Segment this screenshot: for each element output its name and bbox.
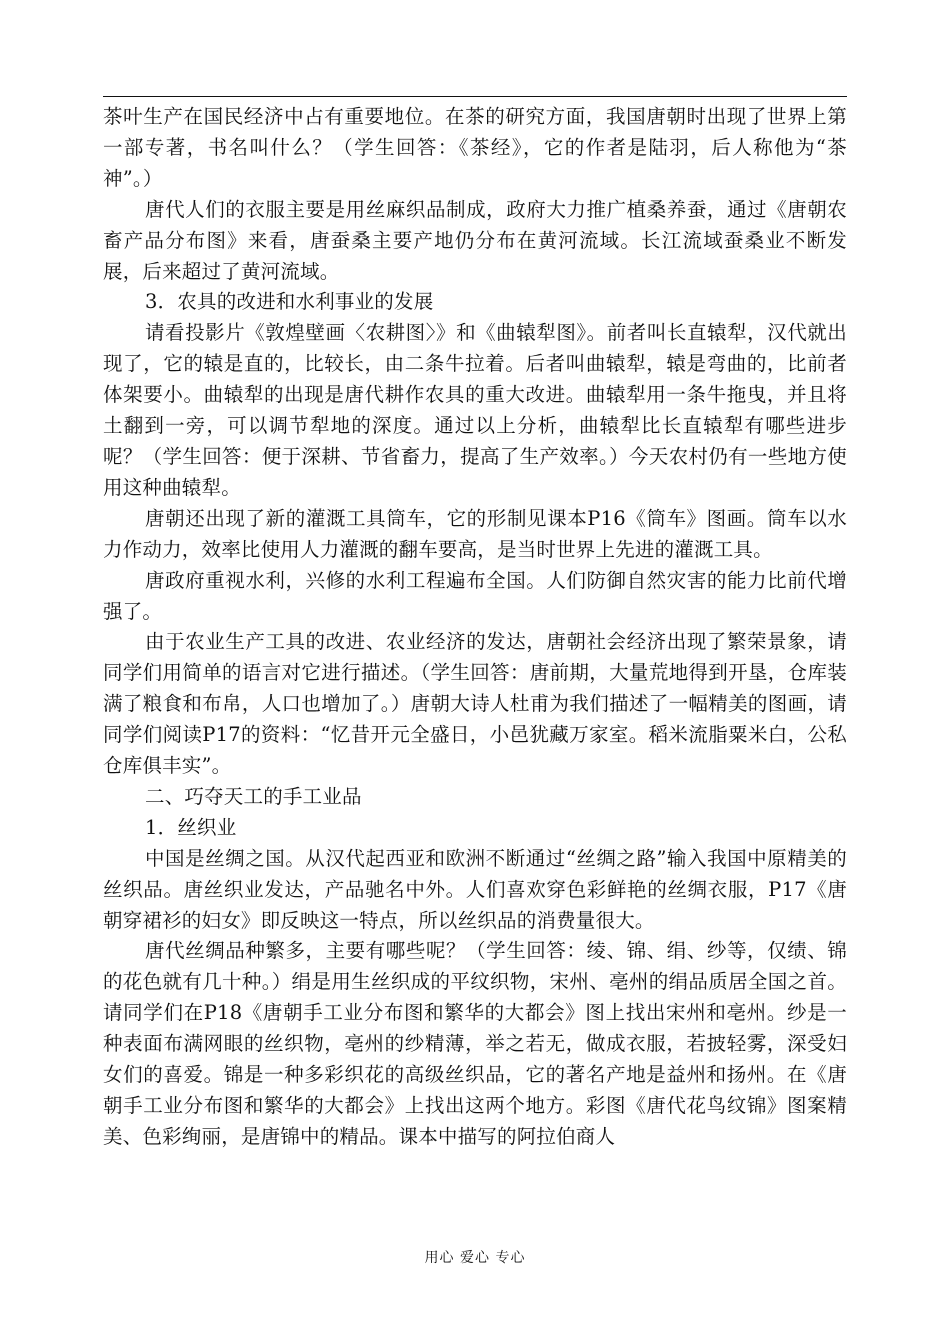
section-heading-farm-tools: 3．农具的改进和水利事业的发展 xyxy=(145,290,434,314)
paragraph-irrigation: 唐政府重视水利，兴修的水利工程遍布全国。人们防御自然灾害的能力比前代增强了。 xyxy=(103,568,847,623)
subsection-heading-silk: 1．丝织业 xyxy=(145,815,237,839)
header-rule xyxy=(103,96,847,97)
paragraph-water-wheel: 唐朝还出现了新的灌溉工具筒车，它的形制见课本P16《筒车》图画。筒车以水力作动力，效率比使用人力灌溉的翻车要高，是当时世界上先进的灌溉工具。 xyxy=(103,506,847,561)
paragraph-silk-varieties: 唐代丝绸品种繁多，主要有哪些呢？（学生回答：绫、锦、绢、纱等，仅绩、锦的花色就有几十种。）绢是用生丝织成的平纹织物，宋州、亳州的绢品质居全国之首。请同学们在P18《唐朝手工业分布图和繁华的大都会》图上找出宋州和亳州。纱是一种表面布满网眼的丝织物，亳州的纱精薄，举之若无，做成衣服，若披轻雾，深受妇女们的喜爱。锦是一种多彩织花的高级丝织品，它的著名产地是益州和扬州。在《唐朝手工业分布图和繁华的大都会》上找出这两个地方。彩图《唐代花鸟纹锦》图案精美、色彩绚丽，是唐锦中的精品。课本中描写的阿拉伯商人 xyxy=(103,939,847,1148)
paragraph-prosperity: 由于农业生产工具的改进、农业经济的发达，唐朝社会经济出现了繁荣景象，请同学们用简单的语言对它进行描述。（学生回答：唐前期，大量荒地得到开垦，仓库装满了粮食和布帛，人口也增加了。）唐朝大诗人杜甫为我们描述了一幅精美的图画，请同学们阅读P17的资料：“忆昔开元全盛日，小邑犹藏万家室。稻米流脂粟米白，公私仓库俱丰实”。 xyxy=(103,630,847,778)
section-heading-handicrafts: 二、巧夺天工的手工业品 xyxy=(145,784,362,808)
page-footer: 用心 爱心 专心 xyxy=(424,1250,526,1266)
paragraph-curved-plough: 请看投影片《敦煌壁画〈农耕图〉》和《曲辕犁图》。前者叫长直辕犁，汉代就出现了，它的辕是直的，比较长，由二条牛拉着。后者叫曲辕犁，辕是弯曲的，比前者体架要小。曲辕犁的出现是唐代耕作农具的重大改进。曲辕犁用一条牛拖曳，并且将土翻到一旁，可以调节犁地的深度。通过以上分析，曲辕犁比长直辕犁有哪些进步呢？（学生回答：便于深耕、节省畜力，提高了生产效率。）今天农村仍有一些地方使用这种曲辕犁。 xyxy=(103,321,847,499)
document-body xyxy=(103,102,847,1153)
paragraph-silk-country: 中国是丝绸之国。从汉代起西亚和欧洲不断通过“丝绸之路”输入我国中原精美的丝织品。唐丝织业发达，产品驰名中外。人们喜欢穿色彩鲜艳的丝绸衣服，P17《唐朝穿裙衫的妇女》即反映这一特点，所以丝织品的消费量很大。 xyxy=(103,846,847,932)
paragraph-clothing-silk: 唐代人们的衣服主要是用丝麻织品制成，政府大力推广植桑养蚕，通过《唐朝农畜产品分布图》来看，唐蚕桑主要产地仍分布在黄河流域。长江流域蚕桑业不断发展，后来超过了黄河流域。 xyxy=(103,197,847,283)
paragraph-tea-classic: 茶叶生产在国民经济中占有重要地位。在茶的研究方面，我国唐朝时出现了世界上第一部专著，书名叫什么？（学生回答：《茶经》，它的作者是陆羽，后人称他为“茶神”。） xyxy=(103,105,847,190)
